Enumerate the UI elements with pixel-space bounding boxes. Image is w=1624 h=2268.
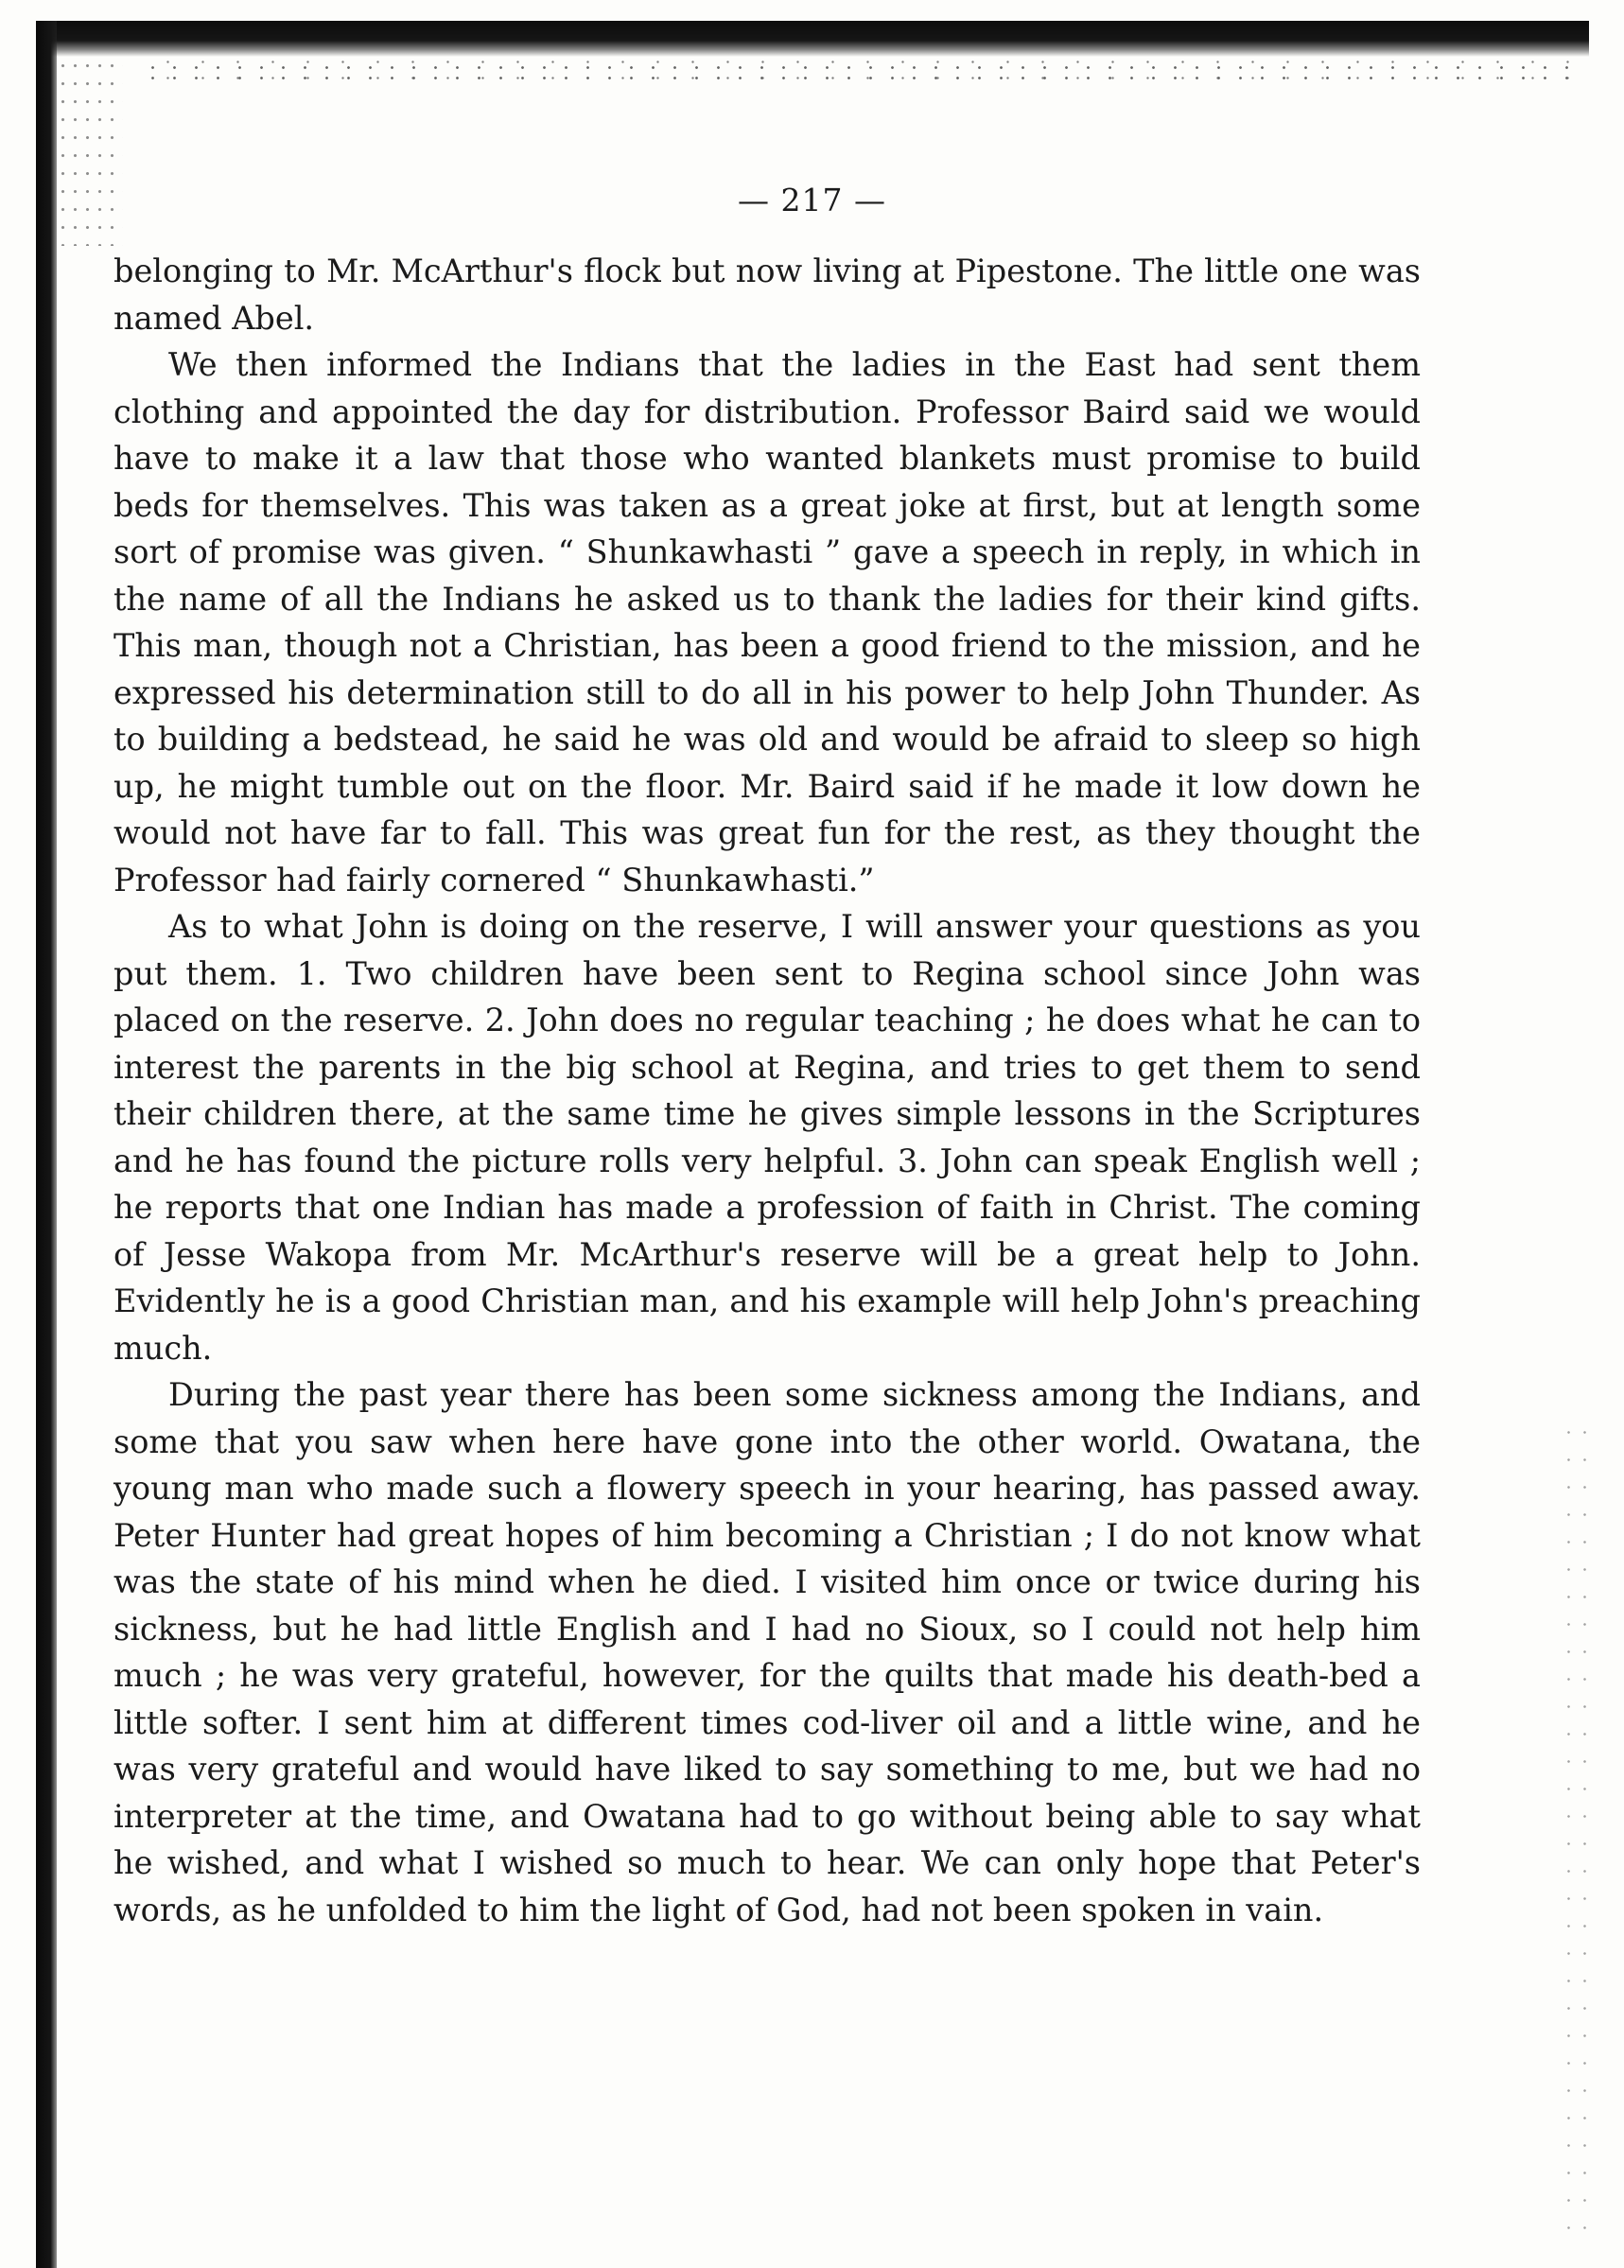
scan-noise-top	[142, 59, 1580, 87]
paragraph-sickness-owatana: During the past year there has been some sickness among the Indians, and some that you saw when here have gone into the other world. Owatana, the young man who made such a flowery speech in your hearing, has passed away. Peter Hunter had great hopes of him becoming a Christian ; I do not know what was the state of his mind when he died. I visited him once or twice during his sickness, but he had little English and I had no Sioux, so I could not help him much ; he was very grateful, however, for the quilts that made his death-bed a little softer. I sent him at different times cod-liver oil and a little wine, and he was very grateful and would have liked to say something to me, but we had no interpreter at the time, and Owatana had to go without being able to say what he wished, and what I wished so much to hear. We can only hope that Peter's words, as he unfolded to him the light of God, had not been spoken in vain.	[114, 1376, 1421, 1928]
page-number: — 217 —	[738, 182, 886, 218]
page-top-edge-shadow	[38, 21, 1589, 57]
scan-noise-right	[1561, 1419, 1598, 2251]
paragraph-john-on-reserve: As to what John is doing on the reserve, I will answer your questions as you put them. 1. Two children have been sent to Regina school since John was placed on the reserve. 2. John does no regular teaching ; he does what he can to interest the parents in the big school at Regina, and tries to get them to send their children there, at the same time he gives simple lessons in the Scriptures and he has found the picture rolls very helpful. 3. John can speak English well ; he reports that one Indian has made a profession of faith in Christ. The coming of Jesse Wakopa from Mr. McArthur's reserve will be a great help to John. Evidently he is a good Christian man, and his example will help John's preaching much.	[114, 908, 1421, 1367]
body-text	[114, 248, 1421, 1933]
page-left-edge-shadow	[36, 21, 57, 2268]
paragraph-clothing-distribution: We then informed the Indians that the ladies in the East had sent them clothing and appointed the day for distribution. Professor Baird said we would have to make it a law that those who wanted blankets must promise to build beds for themselves. This was taken as a great joke at first, but at length some sort of promise was given. “ Shunkawhasti ” gave a speech in reply, in which in the name of all the Indians he asked us to thank the ladies for their kind gifts. This man, though not a Christian, has been a good friend to the mission, and he expressed his determination still to do all in his power to help John Thunder. As to building a bedstead, he said he was old and would be afraid to sleep so high up, he might tumble out on the floor. Mr. Baird said if he made it low down he would not have far to fall. This was great fun for the rest, as they thought the Professor had fairly cornered “ Shunkawhasti.”	[114, 346, 1421, 898]
paragraph-continuation: belonging to Mr. McArthur's flock but now living at Pipestone. The little one was named Abel.	[114, 253, 1421, 337]
